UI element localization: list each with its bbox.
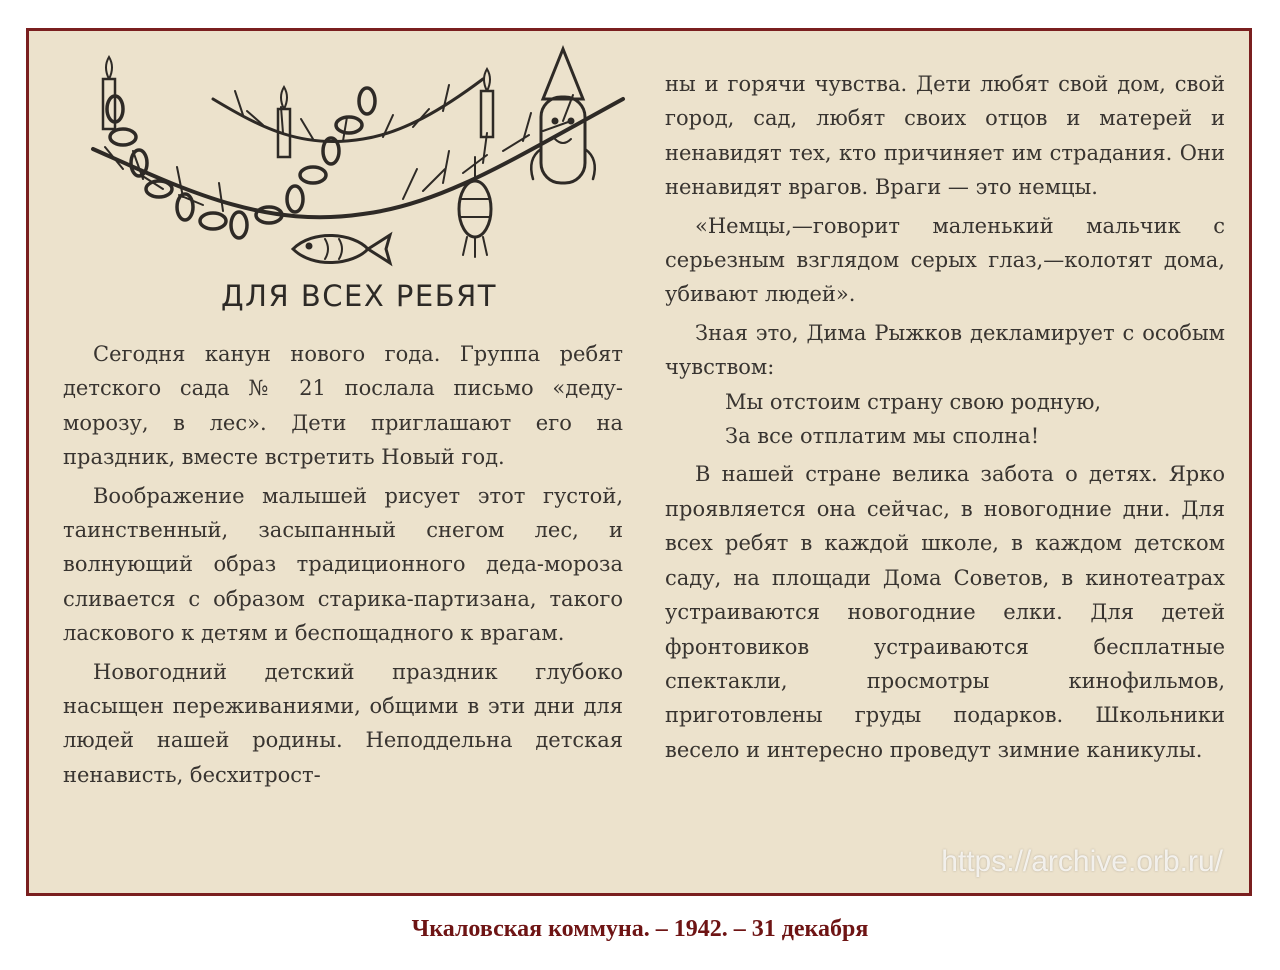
left-column-text xyxy=(63,337,623,792)
verse-line: Мы отстоим страну свою родную, xyxy=(725,389,1102,414)
paragraph: В нашей стране велика забота о детях. Ярко проявляется она сейчас, в новогодние дни. Для всех ребят в каждой школе, в каждом детском саду, на площади Дома Советов, в кинотеатрах устраиваются новогодние елки. Для детей фронтовиков устраиваются бесплатные спектакли, просмотры кинофильмов, приготовлены груды подарков. Школьники весело и интересно проведут зимние каникулы. xyxy=(665,462,1225,762)
paragraph: Новогодний детский праздник глубоко насыщен переживаниями, общими в эти дни для людей нашей родины. Неподдельна детская ненависть, бесхитрост- xyxy=(63,659,623,787)
verse-line: За все отплатим мы сполна! xyxy=(725,424,1040,449)
right-column xyxy=(665,67,1225,887)
left-column xyxy=(63,31,655,893)
source-caption: Чкаловская коммуна. – 1942. – 31 декабря xyxy=(411,916,869,942)
paragraph: Сегодня канун нового года. Группа ребят детского сада № 21 послала письмо «деду-морозу, в лес». Дети приглашают его на праздник, вместе встретить Новый год. xyxy=(63,342,623,470)
newspaper-clipping xyxy=(26,28,1252,896)
new-year-tree-ornament-illustration xyxy=(63,39,655,279)
paragraph: Зная это, Дима Рыжков декламирует с особым чувством: xyxy=(665,320,1225,380)
archive-watermark: https://archive.orb.ru/ xyxy=(941,845,1223,878)
paragraph: ны и горячи чувства. Дети любят свой дом, свой город, сад, любят своих отцов и матерей и ненавидят тех, кто причиняет им страдания. Они ненавидят врагов. Враги — это немцы. xyxy=(665,72,1225,200)
paragraph: Воображение малышей рисует этот густой, таинственный, засыпанный снегом лес, и волнующий образ традиционного деда-мороза сливается с образом старика-партизана, такого ласкового к детям и беспощадного к врагам. xyxy=(63,483,623,646)
paragraph: «Немцы,—говорит маленький мальчик с серьезным взглядом серых глаз,—колотят дома, убивают людей». xyxy=(665,213,1225,307)
article-headline: ДЛЯ ВСЕХ РЕБЯТ xyxy=(221,279,497,313)
